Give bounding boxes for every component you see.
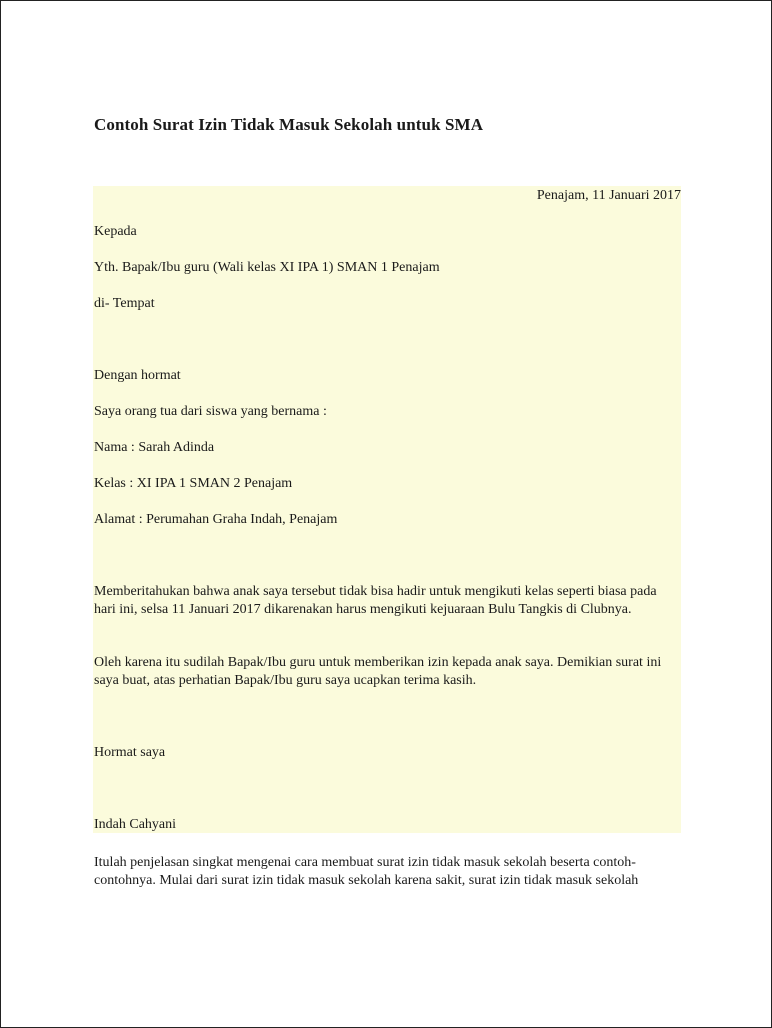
letter-intro: Saya orang tua dari siswa yang bernama :	[94, 404, 327, 419]
letter-to: Kepada	[94, 224, 137, 239]
letter-signer: Indah Cahyani	[94, 817, 177, 832]
student-name: Nama : Sarah Adinda	[94, 440, 215, 455]
document-title: Contoh Surat Izin Tidak Masuk Sekolah untuk SMA	[94, 115, 484, 134]
letter-closing: Hormat saya	[94, 745, 166, 760]
explanation-paragraph: Itulah penjelasan singkat mengenai cara membuat surat izin tidak masuk sekolah beserta contoh-contohnya. Mulai dari surat izin tidak masuk sekolah karena sakit, surat izin tidak masuk sekolah	[94, 855, 639, 888]
student-address: Alamat : Perumahan Graha Indah, Penajam	[94, 512, 338, 527]
letter-recipient: Yth. Bapak/Ibu guru (Wali kelas XI IPA 1) SMAN 1 Penajam	[94, 260, 440, 275]
letter-block	[93, 186, 681, 833]
letter-body-paragraph-1: Memberitahukan bahwa anak saya tersebut tidak bisa hadir untuk mengikuti kelas seperti biasa pada hari ini, selsa 11 Januari 2017 dikarenakan harus mengikuti kejuaraan Bulu Tangkis di Clubnya.	[94, 584, 657, 617]
letter-greeting: Dengan hormat	[94, 368, 181, 383]
student-class: Kelas : XI IPA 1 SMAN 2 Penajam	[94, 476, 293, 491]
letter-body-paragraph-2: Oleh karena itu sudilah Bapak/Ibu guru untuk memberikan izin kepada anak saya. Demikian surat ini saya buat, atas perhatian Bapak/Ibu guru saya ucapkan terima kasih.	[94, 655, 662, 688]
letter-place: di- Tempat	[94, 296, 155, 311]
letter-date: Penajam, 11 Januari 2017	[536, 188, 681, 203]
